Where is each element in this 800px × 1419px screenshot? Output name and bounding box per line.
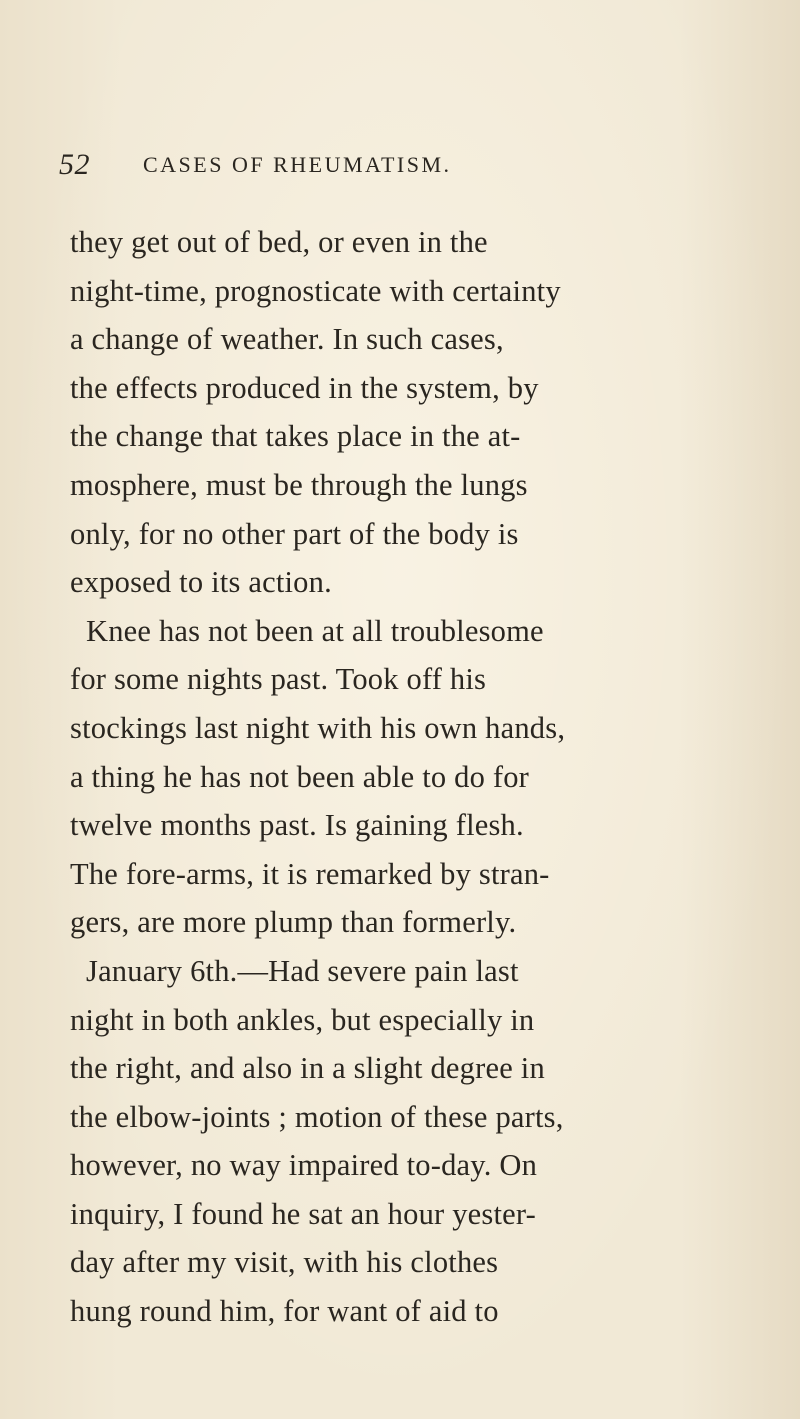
running-title: CASES OF RHEUMATISM.: [143, 152, 452, 177]
text-line: the elbow-joints ; motion of these parts,: [70, 1099, 564, 1134]
text-line: for some nights past. Took off his: [70, 662, 487, 697]
text-line: The fore-arms, it is remarked by stran-: [70, 856, 550, 891]
text-line: the effects produced in the system, by: [70, 370, 539, 405]
body-text: [70, 218, 730, 1336]
text-line: night in both ankles, but especially in: [70, 1002, 535, 1037]
page-number: 52: [59, 148, 90, 181]
text-line: the right, and also in a slight degree in: [70, 1051, 545, 1086]
text-line: day after my visit, with his clothes: [70, 1245, 499, 1280]
text-line: January 6th.—Had severe pain last: [86, 953, 519, 988]
text-line: exposed to its action.: [70, 565, 332, 600]
text-line: gers, are more plump than formerly.: [70, 905, 517, 940]
text-line: inquiry, I found he sat an hour yester-: [70, 1196, 536, 1231]
text-line: stockings last night with his own hands,: [70, 710, 566, 745]
text-line: twelve months past. Is gaining flesh.: [70, 808, 524, 843]
text-line: night-time, prognosticate with certainty: [70, 273, 561, 308]
text-line: a thing he has not been able to do for: [70, 759, 530, 794]
text-line: only, for no other part of the body is: [70, 516, 519, 551]
text-line: a change of weather. In such cases,: [70, 322, 504, 357]
running-head: [59, 148, 619, 188]
text-line: Knee has not been at all troublesome: [86, 613, 544, 648]
text-line: the change that takes place in the at-: [70, 419, 521, 454]
text-line: mosphere, must be through the lungs: [70, 467, 528, 502]
text-line: they get out of bed, or even in the: [70, 225, 488, 259]
text-line: however, no way impaired to-day. On: [70, 1148, 538, 1183]
text-line: hung round him, for want of aid to: [70, 1294, 499, 1329]
